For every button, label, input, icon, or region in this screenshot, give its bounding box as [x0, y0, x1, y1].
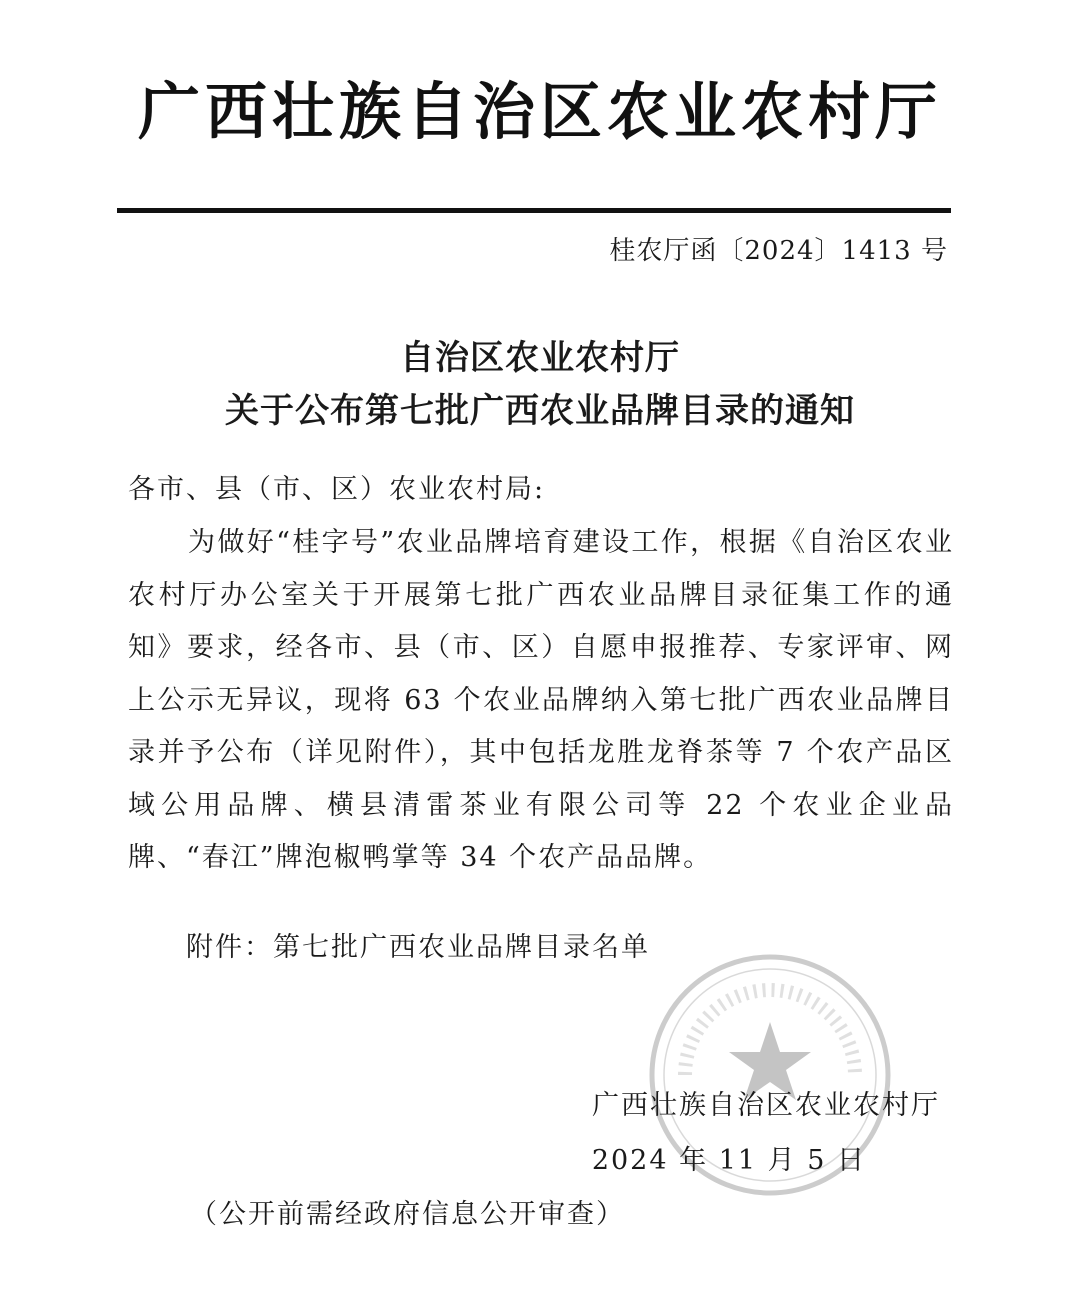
signature-organization: 广西壮族自治区农业农村厅: [592, 1090, 940, 1121]
attachment-line: 附件：第七批广西农业品牌目录名单: [186, 932, 650, 963]
salutation: 各市、县（市、区）农业农村局:: [128, 474, 546, 505]
header-rule: [117, 208, 951, 213]
signature-date: 2024 年 11 月 5 日: [591, 1145, 866, 1176]
body-paragraph: 为做好“桂字号”农业品牌培育建设工作，根据《自治区农业农村厅办公室关于开展第七批广西农业品牌目录征集工作的通知》要求，经各市、县（市、区）自愿申报推荐、专家评审、网上公示无异议，现将 63 个农业品牌纳入第七批广西农业品牌目录并予公布（详见附件），其中包括龙胜龙脊茶等 7 个农产品区域公用品牌、横县清雷茶业有限公司等 22 个农业企业品牌、“春江”牌泡椒鸭掌等 34 个农产品品牌。: [128, 527, 954, 873]
disclosure-note: （公开前需经政府信息公开审查）: [190, 1199, 625, 1230]
issuer-heading: 广西壮族自治区农业农村厅: [137, 75, 942, 148]
document-number: 桂农厅函〔2024〕1413 号: [609, 236, 948, 266]
title-line-1: 自治区农业农村厅: [400, 338, 680, 378]
title-line-2: 关于公布第七批广西农业品牌目录的通知: [225, 391, 855, 431]
